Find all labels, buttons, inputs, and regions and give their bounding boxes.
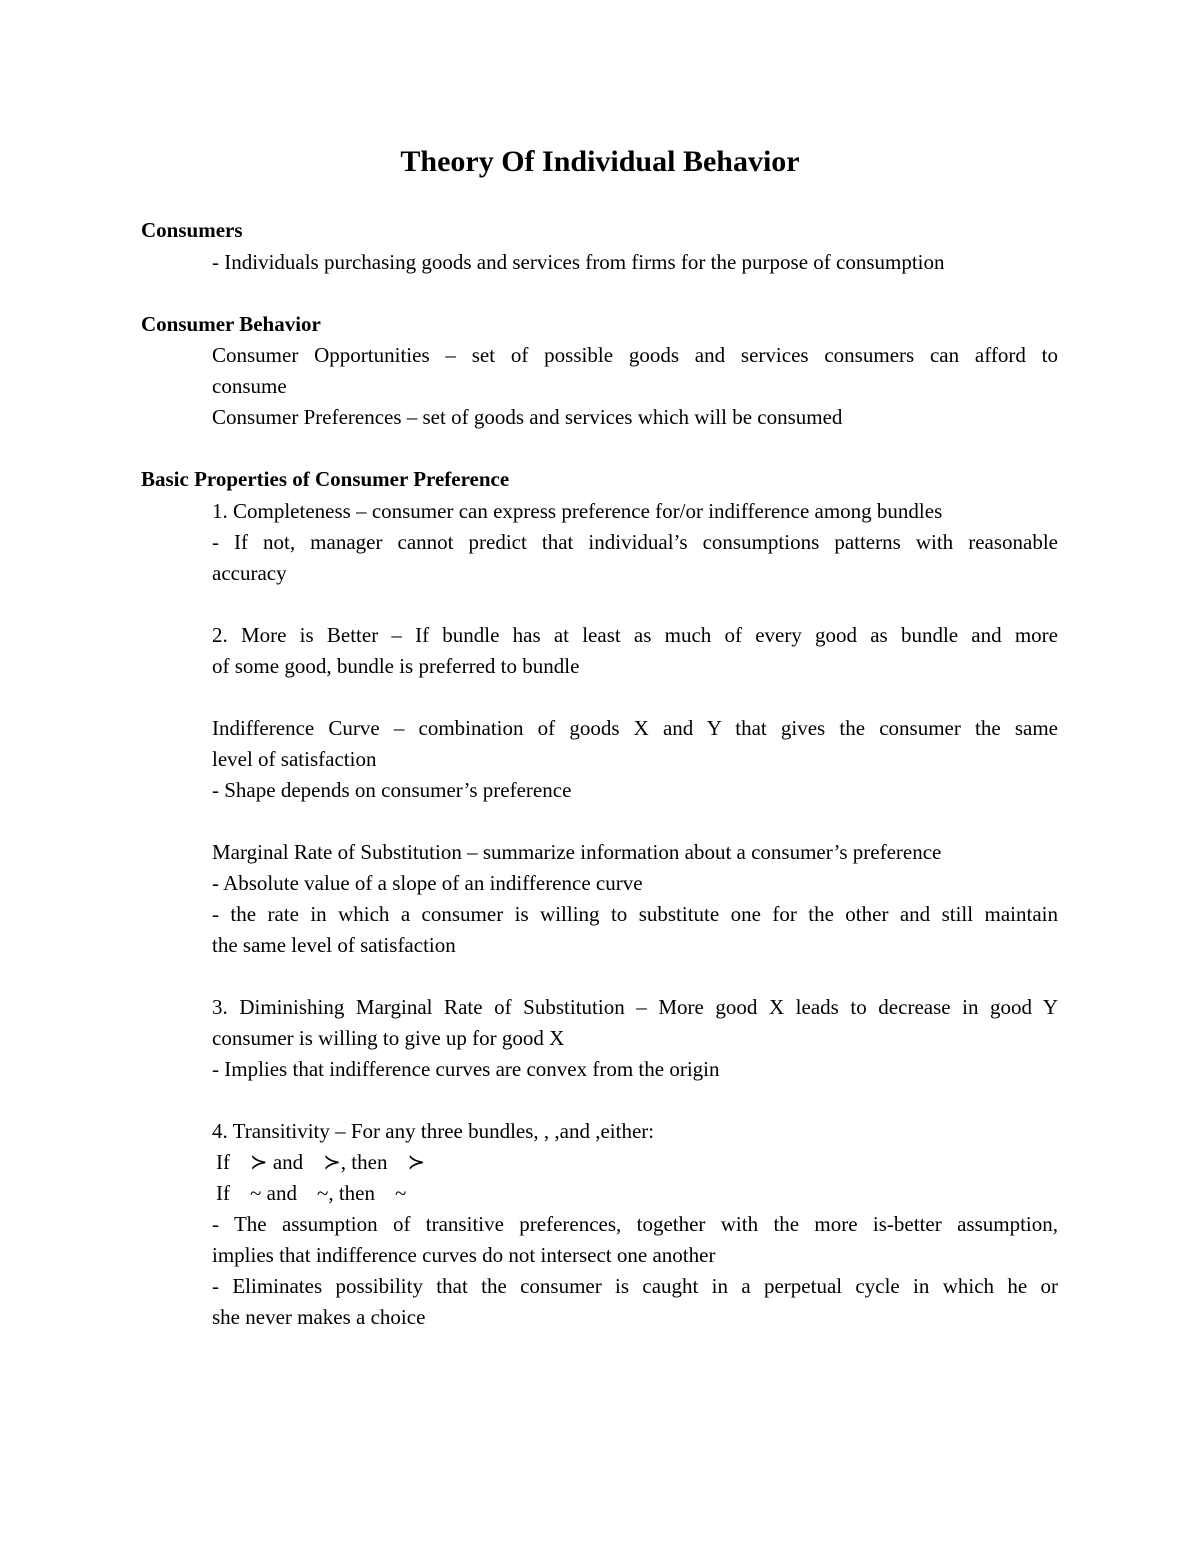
more-is-better-line: 2. More is Better – If bundle has at least as much of every good as bundle and more [212, 623, 1058, 647]
indifference-curve-line-cont: level of satisfaction [212, 747, 377, 771]
transitivity-rule-strict [216, 1147, 1062, 1178]
rule-operator: ~ [394, 1181, 407, 1205]
section-heading-consumer-behavior: Consumer Behavior [141, 312, 321, 336]
page-title: Theory Of Individual Behavior [400, 145, 800, 178]
section-heading-consumers: Consumers [141, 218, 243, 242]
rule-operator: ≻ [323, 1150, 341, 1174]
transitivity-cycle-line: - Eliminates possibility that the consumer is caught in a perpetual cycle in which he or [212, 1274, 1058, 1298]
consumers-definition: - Individuals purchasing goods and services from firms for the purpose of consumption [212, 250, 945, 274]
rule-and: and [272, 1150, 304, 1174]
diminishing-mrs-line-cont: consumer is willing to give up for good X [212, 1026, 565, 1050]
rule-operator: ~ [250, 1181, 262, 1205]
rule-then: , then [340, 1150, 388, 1174]
more-is-better-line-cont: of some good, bundle is preferred to bundle [212, 654, 580, 678]
transitivity-assumption-line-cont: implies that indifference curves do not intersect one another [212, 1243, 716, 1267]
indifference-curve-shape-line: - Shape depends on consumer’s preference [212, 778, 572, 802]
consumer-preferences-line: Consumer Preferences – set of goods and services which will be consumed [212, 405, 843, 429]
completeness-note-line: - If not, manager cannot predict that individual’s consumptions patterns with reasonable [212, 530, 1058, 554]
transitivity-rule-indifference [216, 1178, 1062, 1209]
section-heading-basic-properties: Basic Properties of Consumer Preference [141, 467, 510, 491]
rule-and: and [266, 1181, 297, 1205]
rule-operator: ~ [316, 1181, 329, 1205]
consumer-opportunities-line-cont: consume [212, 374, 287, 398]
mrs-rate-line-cont: the same level of satisfaction [212, 933, 456, 957]
rule-if: If [216, 1150, 230, 1174]
mrs-line: Marginal Rate of Substitution – summarize information about a consumer’s preference [212, 840, 942, 864]
transitivity-line: 4. Transitivity – For any three bundles, , ,and ,either: [212, 1119, 655, 1143]
consumer-opportunities-line: Consumer Opportunities – set of possible goods and services consumers can afford to [212, 343, 1058, 367]
rule-operator: ≻ [250, 1150, 268, 1174]
transitivity-cycle-line-cont: she never makes a choice [212, 1305, 426, 1329]
diminishing-mrs-line: 3. Diminishing Marginal Rate of Substitution – More good X leads to decrease in good Y [212, 995, 1058, 1019]
diminishing-mrs-convex-line: - Implies that indifference curves are convex from the origin [212, 1057, 720, 1081]
rule-if: If [216, 1181, 230, 1205]
mrs-slope-line: - Absolute value of a slope of an indifference curve [212, 871, 643, 895]
transitivity-assumption-line: - The assumption of transitive preferences, together with the more is-better assumption, [212, 1212, 1058, 1236]
rule-operator: ≻ [407, 1150, 426, 1174]
completeness-note-line-cont: accuracy [212, 561, 287, 585]
mrs-rate-line: - the rate in which a consumer is willing to substitute one for the other and still maintain [212, 902, 1058, 926]
indifference-curve-line: Indifference Curve – combination of goods X and Y that gives the consumer the same [212, 716, 1058, 740]
completeness-line: 1. Completeness – consumer can express preference for/or indifference among bundles [212, 499, 943, 523]
rule-then: , then [328, 1181, 375, 1205]
